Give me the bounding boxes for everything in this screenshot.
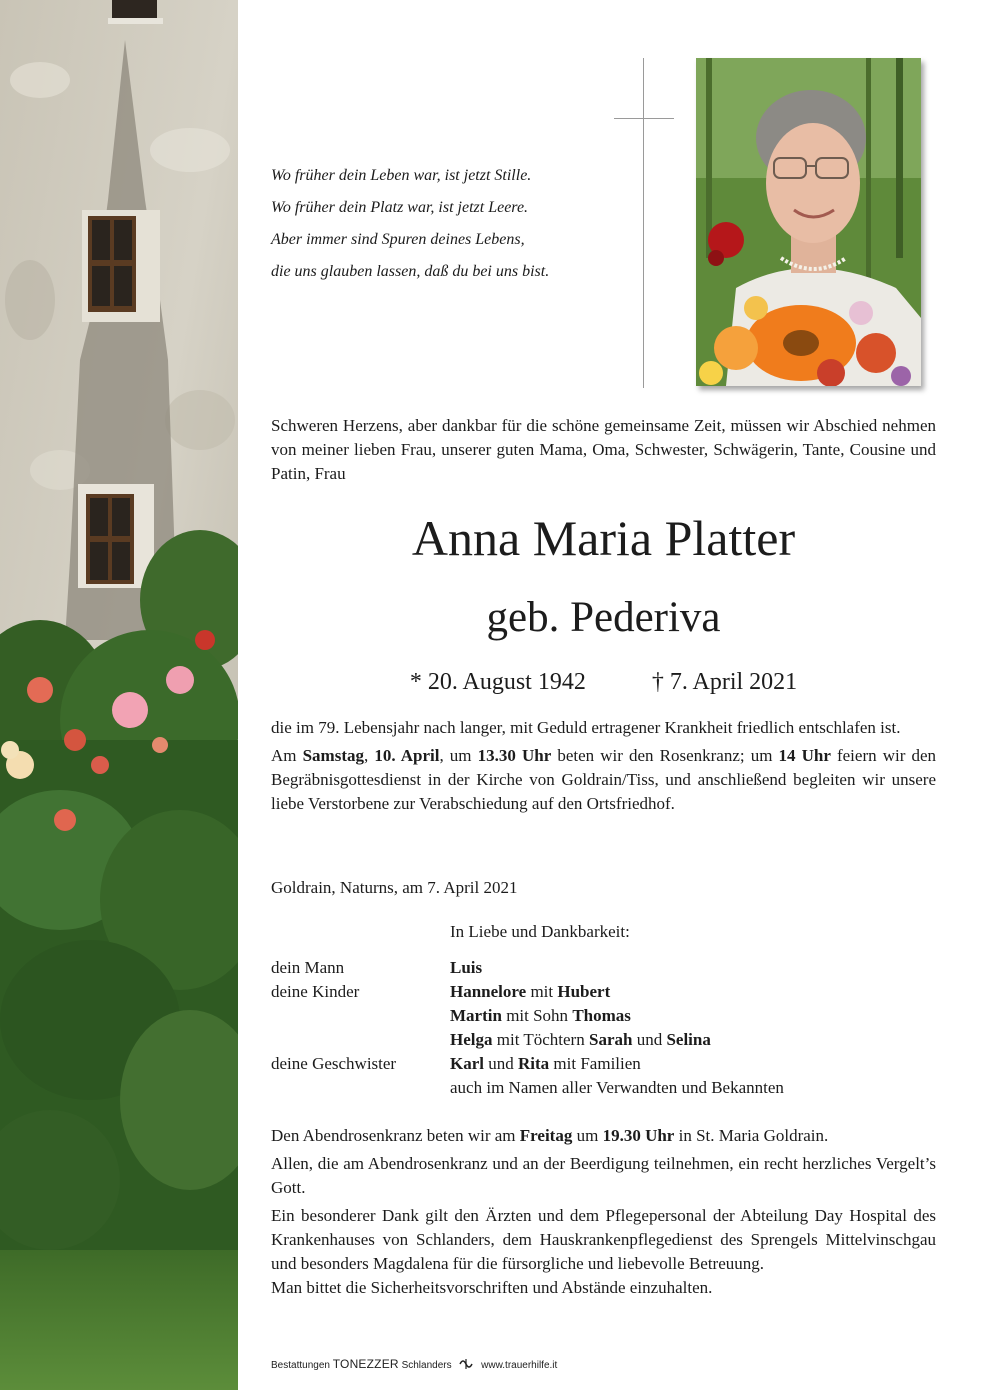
portrait-image bbox=[696, 58, 921, 386]
footer-town: Schlanders bbox=[401, 1360, 452, 1371]
intro-paragraph bbox=[271, 414, 936, 486]
family-row-siblings bbox=[271, 1052, 936, 1100]
funeral-text: beten wir den Rosenkranz; um bbox=[551, 746, 779, 765]
passing-text: die im 79. Lebensjahr nach langer, mit Geduld ertragener Krankheit friedlich entschlafen ist. bbox=[271, 718, 901, 737]
evening-rosary bbox=[271, 1124, 936, 1148]
funeral-date: 10. April bbox=[374, 746, 440, 765]
place-and-date: Goldrain, Naturns, am 7. April 2021 bbox=[271, 878, 518, 897]
family-names bbox=[450, 956, 936, 980]
relatives-line: auch im Namen aller Verwandten und Bekannten bbox=[450, 1078, 784, 1097]
deceased-name: Anna Maria Platter bbox=[411, 510, 796, 566]
funeral-details bbox=[271, 744, 936, 816]
connector-text: und bbox=[632, 1030, 667, 1049]
rosary-text: Den Abendrosenkranz beten wir am bbox=[271, 1126, 520, 1145]
family-line bbox=[450, 1028, 936, 1052]
safety-notice: Man bittet die Sicherheitsvorschriften und Abstände einzuhalten. bbox=[271, 1278, 713, 1297]
poem-line: die uns glauben lassen, daß du bei uns bist. bbox=[271, 263, 550, 280]
person-name: Thomas bbox=[572, 1006, 631, 1025]
relation-label: deine Kinder bbox=[271, 982, 360, 1001]
poem-line: Wo früher dein Leben war, ist jetzt Stille. bbox=[271, 167, 532, 184]
family-line bbox=[450, 1052, 936, 1076]
family-line bbox=[450, 980, 936, 1004]
cross-symbol bbox=[614, 58, 674, 388]
person-name: Rita bbox=[518, 1054, 550, 1073]
relation-label: dein Mann bbox=[271, 958, 345, 977]
rosary-text: um bbox=[572, 1126, 603, 1145]
funeral-text: feiern wir den Begräbnisgottesdienst in der Kirche von Goldrain/Tiss, und anschließend begleiten wir unsere liebe Verstorbene zur Verabschiedung auf den Ortsfriedhof. bbox=[271, 746, 937, 813]
relation-label: deine Geschwister bbox=[271, 1054, 397, 1073]
rosary-time: 19.30 Uhr bbox=[602, 1126, 675, 1145]
funeral-text: , um bbox=[439, 746, 478, 765]
footer-prefix: Bestattungen bbox=[271, 1360, 330, 1371]
portrait-photo bbox=[696, 58, 921, 386]
intro-text: Schweren Herzens, aber dankbar für die schöne gemeinsame Zeit, müssen wir Abschied nehmen von meiner lieben Frau, unserer guten Mama, Oma, Schwester, Schwägerin, Tante, Cousine und Patin, Frau bbox=[271, 416, 936, 483]
trauerhilfe-logo-icon bbox=[458, 1358, 474, 1370]
death-date: † 7. April 2021 bbox=[651, 669, 798, 695]
rosary-time: 13.30 Uhr bbox=[477, 746, 552, 765]
poem bbox=[271, 160, 611, 288]
person-name: Helga bbox=[450, 1030, 493, 1049]
family-names bbox=[450, 1052, 936, 1100]
connector-text: und bbox=[484, 1054, 518, 1073]
church-garden-image bbox=[0, 0, 238, 1390]
funeral-day: Samstag bbox=[302, 746, 364, 765]
thanks-attendees: Allen, die am Abendrosenkranz und an der Beerdigung teilnehmen, ein recht herzliches Vergelt’s Gott. bbox=[271, 1154, 936, 1197]
family-row-husband bbox=[271, 956, 936, 980]
connector-text: mit Töchtern bbox=[492, 1030, 589, 1049]
person-name: Sarah bbox=[588, 1030, 633, 1049]
rosary-day: Freitag bbox=[519, 1126, 573, 1145]
person-name: Luis bbox=[450, 958, 483, 977]
person-name: Hannelore bbox=[450, 982, 527, 1001]
service-time: 14 Uhr bbox=[778, 746, 831, 765]
announcement-body bbox=[271, 716, 936, 820]
connector-text: mit Familien bbox=[549, 1054, 641, 1073]
person-name: Selina bbox=[666, 1030, 711, 1049]
funeral-text: Am bbox=[271, 746, 303, 765]
footer bbox=[271, 1356, 557, 1374]
maiden-name: geb. Pederiva bbox=[486, 594, 721, 641]
connector-text: mit bbox=[526, 982, 558, 1001]
funeral-text: , bbox=[364, 746, 375, 765]
life-dates bbox=[271, 665, 936, 699]
poem-line: Wo früher dein Platz war, ist jetzt Leere. bbox=[271, 199, 529, 216]
family-row-children bbox=[271, 980, 936, 1052]
person-name: Martin bbox=[450, 1006, 502, 1025]
signature-intro: In Liebe und Dankbarkeit: bbox=[450, 922, 630, 941]
footer-website[interactable]: www.trauerhilfe.it bbox=[481, 1360, 558, 1371]
birth-date: * 20. August 1942 bbox=[409, 669, 586, 695]
poem-line: Aber immer sind Spuren deines Lebens, bbox=[271, 231, 525, 248]
mourners-list bbox=[271, 956, 936, 1100]
left-decorative-photo bbox=[0, 0, 238, 1390]
rosary-text: in St. Maria Goldrain. bbox=[674, 1126, 829, 1145]
person-name: Hubert bbox=[557, 982, 611, 1001]
family-names bbox=[450, 980, 936, 1052]
closing-notes bbox=[271, 1124, 936, 1304]
thanks-special: Ein besonderer Dank gilt den Ärzten und dem Pflegepersonal der Abteilung Day Hospital des Krankenhauses von Schlanders, dem Hauskrankenpflegedienst des Sprengels Mittelvinschgau und besonders Magdalena für die fürsorgliche und liebevolle Betreuung. bbox=[271, 1206, 936, 1273]
family-line bbox=[450, 1004, 936, 1028]
footer-brand: TONEZZER bbox=[332, 1357, 399, 1371]
connector-text: mit Sohn bbox=[501, 1006, 573, 1025]
person-name: Karl bbox=[450, 1054, 484, 1073]
